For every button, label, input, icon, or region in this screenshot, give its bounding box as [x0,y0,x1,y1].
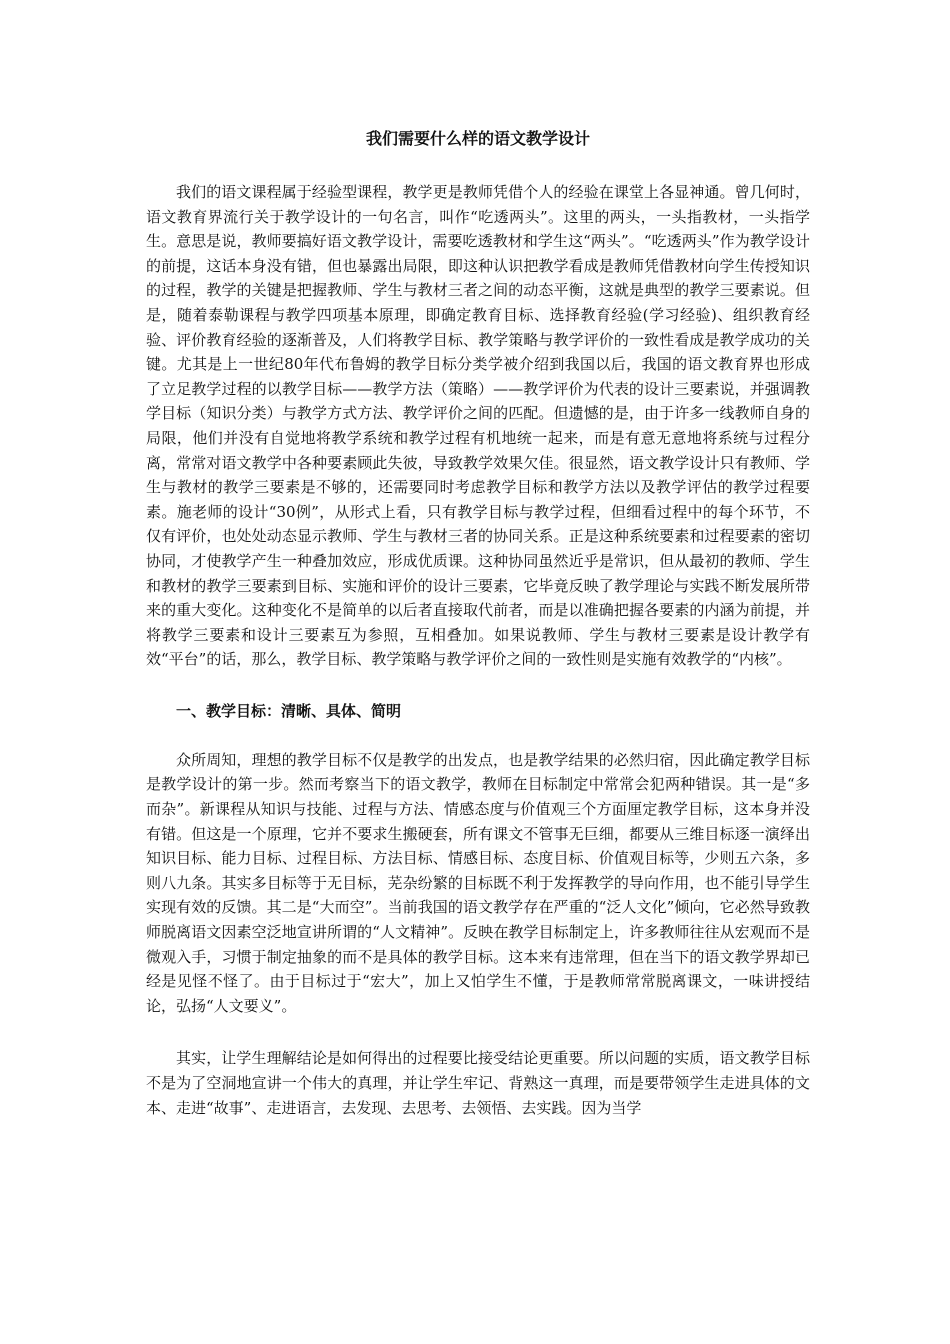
section-heading: 一、教学目标：清晰、具体、简明 [176,701,402,720]
body-paragraph: 众所周知，理想的教学目标不仅是教学的出发点，也是教学结果的必然归宿，因此确定教学目标是教学设计的第一步。然而考察当下的语文教学，教师在目标制定中常常会犯两种错误。其一是“多而杂”。新课程从知识与技能、过程与方法、情感态度与价值观三个方面厘定教学目标，这本身并没有错。但这是一个原理，它并不要求生搬硬套，所有课文不管事无巨细，都要从三维目标逐一演绎出知识目标、能力目标、过程目标、方法目标、情感目标、态度目标、价值观目标等，少则五六条，多则八九条。其实多目标等于无目标，芜杂纷繁的目标既不利于发挥教学的导向作用，也不能引导学生实现有效的反馈。其二是“大而空”。当前我国的语文教学存在严重的“泛人文化”倾向，它必然导致教师脱离语文因素空泛地宣讲所谓的“人文精神”。反映在教学目标制定上，许多教师往往从宏观而不是微观入手，习惯于制定抽象的而不是具体的教学目标。这本来有违常理，但在当下的语文教学界却已经是见怪不怪了。由于目标过于“宏大”，加上又怕学生不懂，于是教师常常脱离课文，一味讲授结论，弘扬“人文要义”。 [146,750,810,1015]
document-page [146,112,810,1120]
body-paragraph: 其实，让学生理解结论是如何得出的过程要比接受结论更重要。所以问题的实质，语文教学目标不是为了空洞地宣讲一个伟大的真理，并让学生牢记、背熟这一真理，而是要带领学生走进具体的文本、走进“故事”、走进语言，去发现、去思考、去领悟、去实践。因为当学 [146,1049,810,1117]
document-title: 我们需要什么样的语文教学设计 [365,129,590,148]
intro-paragraph: 我们的语文课程属于经验型课程，教学更是教师凭借个人的经验在课堂上各显神通。曾几何时，语文教育界流行关于教学设计的一句名言，叫作“吃透两头”。这里的两头，一头指教材，一头指学生。意思是说，教师要搞好语文教学设计，需要吃透教材和学生这“两头”。“吃透两头”作为教学设计的前提，这话本身没有错，但也暴露出局限，即这种认识把教学看成是教师凭借教材向学生传授知识的过程，教学的关键是把握教师、学生与教材三者之间的动态平衡，这就是典型的教学三要素说。但是，随着泰勒课程与教学四项基本原理，即确定教育目标、选择教育经验(学习经验)、组织教育经验、评价教育经验的逐渐普及，人们将教学目标、教学策略与教学评价的一致性看成是教学成功的关键。尤其是上一世纪80年代布鲁姆的教学目标分类学被介绍到我国以后，我国的语文教育界也形成了立足教学过程的以教学目标——教学方法（策略）——教学评价为代表的设计三要素说，并强调教学目标（知识分类）与教学方式方法、教学评价之间的匹配。但遗憾的是，由于许多一线教师自身的局限，他们并没有自觉地将教学系统和教学过程有机地统一起来，而是有意无意地将系统与过程分离，常常对语文教学中各种要素顾此失彼，导致教学效果欠佳。很显然，语文教学设计只有教师、学生与教材的教学三要素是不够的，还需要同时考虑教学目标和教学方法以及教学评估的教学过程要素。施老师的设计“30例”，从形式上看，只有教学目标与教学过程，但细看过程中的每个环节，不仅有评价，也处处动态显示教师、学生与教材三者的协同关系。正是这种系统要素和过程要素的密切协同，才使教学产生一种叠加效应，形成优质课。这种协同虽然近乎是常识，但从最初的教师、学生和教材的教学三要素到目标、实施和评价的设计三要素，它毕竟反映了教学理论与实践不断发展所带来的重大变化。这种变化不是简单的以后者直接取代前者，而是以准确把握各要素的内涵为前提，并将教学三要素和设计三要素互为参照，互相叠加。如果说教师、学生与教材三要素是设计教学有效“平台”的话，那么，教学目标、教学策略与教学评价之间的一致性则是实施有效教学的“内核”。 [146,183,810,669]
